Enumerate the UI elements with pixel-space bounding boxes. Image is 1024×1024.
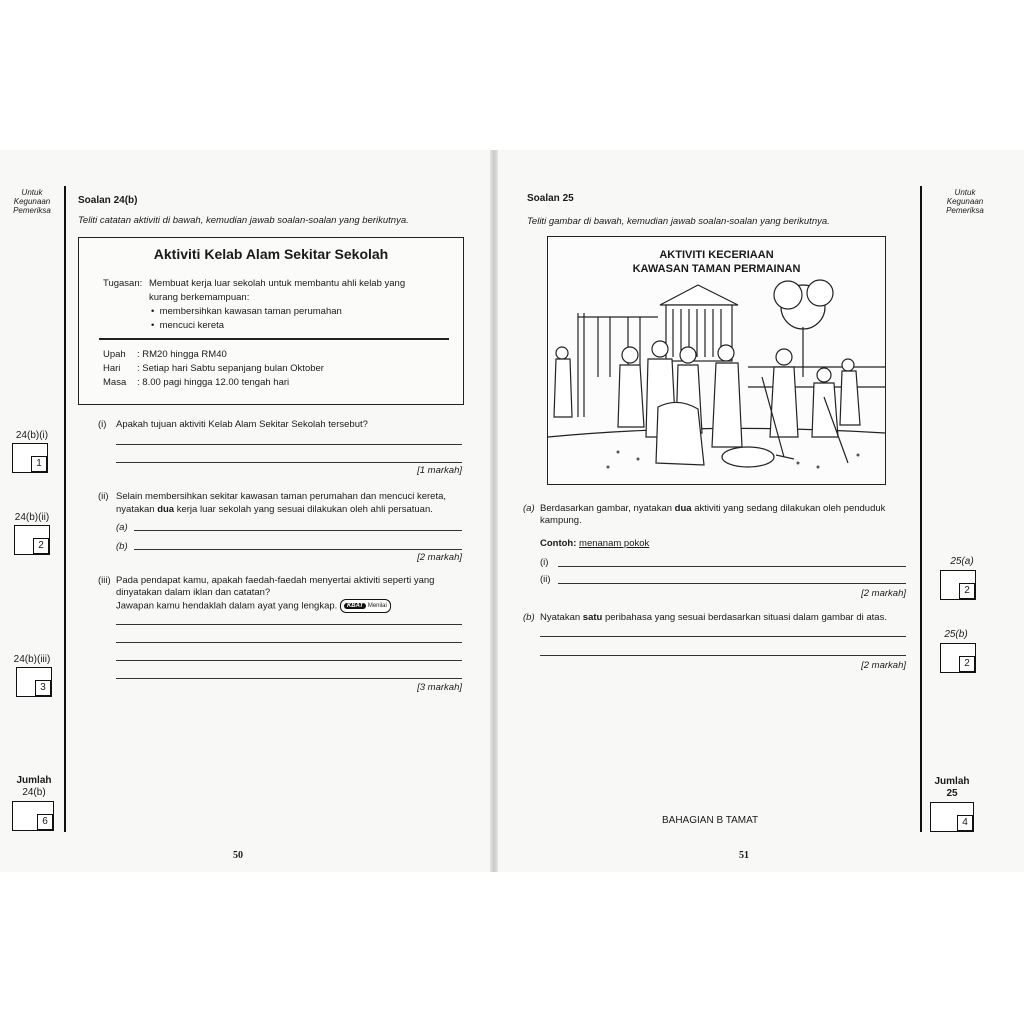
answer-line[interactable] bbox=[558, 583, 906, 584]
question-iii-text: dinyatakan dalam iklan dan catatan? bbox=[116, 587, 271, 598]
total-score-box[interactable] bbox=[930, 802, 974, 832]
question-a-number: (a) bbox=[523, 503, 535, 514]
score-box[interactable] bbox=[940, 643, 976, 673]
margin-rule-right bbox=[920, 186, 922, 832]
sub-label-b: (b) bbox=[116, 541, 128, 552]
kbat-level: Menilai bbox=[367, 603, 387, 609]
score-box[interactable] bbox=[16, 667, 52, 697]
question-ii-number: (ii) bbox=[98, 491, 109, 502]
question-label: Soalan 24(b) bbox=[78, 195, 138, 206]
score-label: 24(b)(i) bbox=[15, 430, 49, 441]
detail-value: Setiap hari Sabtu sepanjang bulan Oktober bbox=[142, 363, 324, 374]
answer-line[interactable] bbox=[540, 655, 906, 656]
kbat-badge bbox=[340, 599, 391, 613]
marks-label: [1 markah] bbox=[417, 465, 462, 476]
text-bold: dua bbox=[674, 503, 692, 514]
answer-line[interactable] bbox=[540, 636, 906, 637]
text-part: Nyatakan bbox=[540, 612, 583, 623]
score-max: 6 bbox=[37, 814, 53, 830]
text-part: kerja luar sekolah yang sesuai dilakukan oleh ahli persatuan. bbox=[174, 504, 433, 515]
margin-heading-line: Pemeriksa bbox=[946, 206, 984, 215]
detail-row: Masa : 8.00 pagi hingga 12.00 tengah hari bbox=[103, 377, 290, 388]
activity-notice-box bbox=[78, 237, 464, 405]
book-gutter bbox=[490, 150, 498, 872]
detail-value: RM20 hingga RM40 bbox=[142, 349, 227, 360]
tugasan-label: Tugasan: bbox=[103, 278, 143, 289]
margin-heading-line: Pemeriksa bbox=[13, 206, 51, 215]
question-label: Soalan 25 bbox=[527, 193, 574, 204]
bullet-text: membersihkan kawasan taman perumahan bbox=[159, 306, 342, 317]
tugasan-text: Membuat kerja luar sekolah untuk membantu ahli kelab yang bbox=[149, 278, 406, 289]
sub-label-i: (i) bbox=[540, 557, 549, 568]
score-max: 3 bbox=[35, 680, 51, 696]
answer-line[interactable] bbox=[558, 566, 906, 567]
total-sub-label: 24(b) bbox=[22, 787, 46, 798]
instruction-text: Teliti catatan aktiviti di bawah, kemudian jawab soalan-soalan yang berikutnya. bbox=[78, 215, 409, 226]
question-iii-number: (iii) bbox=[98, 575, 111, 586]
answer-line[interactable] bbox=[116, 444, 462, 445]
score-label: 24(b)(iii) bbox=[13, 654, 51, 665]
detail-label: Masa bbox=[103, 377, 127, 388]
picture-title: KAWASAN TAMAN PERMAINAN bbox=[632, 263, 801, 275]
score-label: 24(b)(ii) bbox=[14, 512, 50, 523]
sub-label-ii: (ii) bbox=[540, 574, 551, 585]
question-b-number: (b) bbox=[523, 612, 535, 623]
example-row bbox=[540, 538, 649, 550]
answer-line[interactable] bbox=[134, 530, 462, 531]
picture-title: AKTIVITI KECERIAAN bbox=[659, 249, 774, 261]
answer-line[interactable] bbox=[134, 549, 462, 550]
bullet-item: • mencuci kereta bbox=[151, 320, 225, 331]
total-sub-label: 25 bbox=[946, 788, 958, 799]
bullet-item: • membersihkan kawasan taman perumahan bbox=[151, 306, 342, 317]
question-ii-text bbox=[116, 504, 433, 516]
examiner-margin-heading bbox=[4, 188, 60, 215]
score-box[interactable] bbox=[12, 443, 48, 473]
margin-rule-left bbox=[64, 186, 66, 832]
section-end-text: BAHAGIAN B TAMAT bbox=[662, 815, 759, 826]
answer-line[interactable] bbox=[116, 642, 462, 643]
answer-line[interactable] bbox=[116, 624, 462, 625]
marks-label: [2 markah] bbox=[417, 552, 462, 563]
question-a-text bbox=[540, 503, 885, 515]
detail-label: Upah bbox=[103, 349, 126, 360]
score-max: 2 bbox=[33, 538, 49, 554]
bullet-text: mencuci kereta bbox=[159, 320, 225, 331]
score-max: 1 bbox=[31, 456, 47, 472]
score-max: 2 bbox=[959, 583, 975, 599]
marks-label: [2 markah] bbox=[861, 660, 906, 671]
example-label: Contoh: bbox=[540, 538, 577, 549]
score-label: 25(a) bbox=[950, 556, 974, 567]
score-max: 2 bbox=[959, 656, 975, 672]
text-part: Berdasarkan gambar, nyatakan bbox=[540, 503, 675, 514]
page-number: 50 bbox=[233, 850, 243, 861]
text-part: aktiviti yang sedang dilakukan oleh penduduk bbox=[691, 503, 886, 514]
kbat-label: KBAT bbox=[344, 603, 366, 609]
illustration-park-cleanup bbox=[547, 236, 886, 485]
text-bold: satu bbox=[582, 612, 603, 623]
tugasan-text: kurang berkemampuan: bbox=[149, 292, 250, 303]
total-label: Jumlah bbox=[16, 775, 52, 786]
question-iii-text: Pada pendapat kamu, apakah faedah-faedah menyertai aktiviti seperti yang bbox=[116, 575, 435, 586]
question-b-text bbox=[540, 612, 887, 624]
question-i-text: Apakah tujuan aktiviti Kelab Alam Sekitar Sekolah tersebut? bbox=[116, 419, 368, 430]
instruction-text: Teliti gambar di bawah, kemudian jawab soalan-soalan yang berikutnya. bbox=[527, 216, 830, 227]
page-number: 51 bbox=[739, 850, 749, 861]
park-scene-drawing bbox=[548, 237, 885, 484]
answer-line[interactable] bbox=[116, 678, 462, 679]
score-box[interactable] bbox=[940, 570, 976, 600]
examiner-margin-heading bbox=[932, 188, 998, 215]
notice-title: Aktiviti Kelab Alam Sekitar Sekolah bbox=[153, 246, 389, 262]
text-part: peribahasa yang sesuai berdasarkan situasi dalam gambar di atas. bbox=[602, 612, 887, 623]
score-box[interactable] bbox=[14, 525, 50, 555]
sub-label-a: (a) bbox=[116, 522, 128, 533]
detail-row: Hari : Setiap hari Sabtu sepanjang bulan Oktober bbox=[103, 363, 324, 374]
question-ii-text: Selain membersihkan sekitar kawasan taman perumahan dan mencuci kereta, bbox=[116, 491, 447, 502]
detail-value: 8.00 pagi hingga 12.00 tengah hari bbox=[142, 377, 290, 388]
example-value: menanam pokok bbox=[579, 538, 650, 549]
detail-row: Upah : RM20 hingga RM40 bbox=[103, 349, 227, 360]
text-part: Jawapan kamu hendaklah dalam ayat yang lengkap. bbox=[116, 600, 338, 612]
detail-label: Hari bbox=[103, 363, 121, 374]
text-bold: dua bbox=[157, 504, 175, 515]
margin-heading-line: Untuk bbox=[954, 188, 976, 197]
notice-divider bbox=[99, 338, 449, 340]
score-label: 25(b) bbox=[944, 629, 968, 640]
margin-heading-line: Untuk bbox=[21, 188, 43, 197]
answer-line[interactable] bbox=[116, 660, 462, 661]
question-a-text: kampung. bbox=[540, 515, 582, 526]
text-part: nyatakan bbox=[116, 504, 158, 515]
question-iii-text bbox=[116, 599, 391, 613]
margin-heading-line: Kegunaan bbox=[13, 197, 51, 206]
marks-label: [3 markah] bbox=[417, 682, 462, 693]
marks-label: [2 markah] bbox=[861, 588, 906, 599]
question-i-number: (i) bbox=[98, 419, 107, 430]
score-max: 4 bbox=[957, 815, 973, 831]
margin-heading-line: Kegunaan bbox=[946, 197, 984, 206]
total-label: Jumlah bbox=[934, 776, 970, 787]
total-score-box[interactable] bbox=[12, 801, 54, 831]
answer-line[interactable] bbox=[116, 462, 462, 463]
